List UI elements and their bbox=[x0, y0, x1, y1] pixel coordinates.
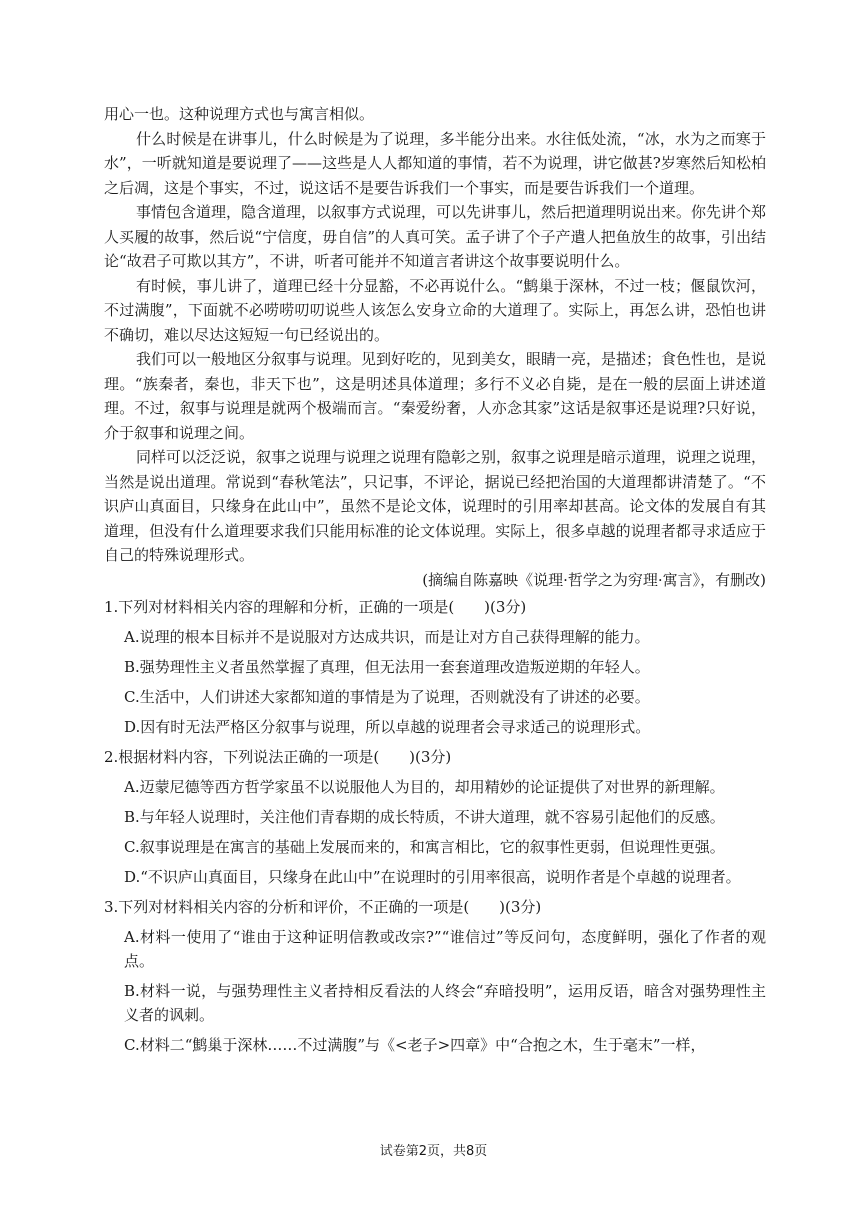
question-1 bbox=[104, 595, 766, 739]
option-c: C.叙事说理是在寓言的基础上发展而来的，和寓言相比，它的叙事性更弱，但说理性更强。 bbox=[124, 838, 725, 856]
passage-paragraph-5: 我们可以一般地区分叙事与说理。见到好吃的，见到美女，眼睛一亮，是描述；食色性也，是说理。“族秦者，秦也，非天下也”，这是明述具体道理；多行不义必自毙，是在一般的层面上讲述道理。不过，叙事与说理是就两个极端而言。“秦爱纷奢，人亦念其家”这话是叙事还是说理?只好说，介于叙事和说理之间。 bbox=[104, 350, 767, 442]
passage-paragraph-3: 事情包含道理，隐含道理，以叙事方式说理，可以先讲事儿，然后把道理明说出来。你先讲个郑人买履的故事，然后说“宁信度，毋自信”的人真可笑。孟子讲了个子产遣人把鱼放生的故事，引出结论“故君子可欺以其方”，不讲，听者可能并不知道言者讲这个故事要说明什么。 bbox=[104, 203, 767, 270]
option-a: A.迈蒙尼德等西方哲学家虽不以说服他人为目的，却用精妙的论证提供了对世界的新理解。 bbox=[124, 778, 725, 796]
option-b: B.与年轻人说理时，关注他们青春期的成长特质，不讲大道理，就不容易引起他们的反感。 bbox=[124, 808, 725, 826]
option-a: A.材料一使用了“谁由于这种证明信教或改宗?”“谁信过”等反问句，态度鲜明，强化了作者的观点。 bbox=[124, 928, 766, 970]
option-d: D.因有时无法严格区分叙事与说理，所以卓越的说理者会寻求适己的说理形式。 bbox=[124, 718, 651, 736]
question-stem: 2.根据材料内容，下列说法正确的一项是( )(3分) bbox=[104, 748, 452, 766]
option-c: C.生活中，人们讲述大家都知道的事情是为了说理，否则就没有了讲述的必要。 bbox=[124, 688, 650, 706]
passage-paragraph-1: 用心一也。这种说理方式也与寓言相似。 bbox=[104, 105, 375, 123]
passage-paragraph-4: 有时候，事儿讲了，道理已经十分显豁，不必再说什么。“鹪巢于深林，不过一枝；偃鼠饮河，不过满腹”，下面就不必唠唠叨叨说些人该怎么安身立命的大道理了。实际上，再怎么讲，恐怕也讲不确切，难以尽达这短短一句已经说出的。 bbox=[104, 276, 766, 344]
passage-paragraph-2: 什么时候是在讲事儿，什么时候是为了说理，多半能分出来。水往低处流，“冰，水为之而寒于水”，一听就知道是要说理了——这些是人人都知道的事情，若不为说理，讲它做甚?岁寒然后知松柏之后凋，这是个事实，不过，说这话不是要告诉我们一个事实，而是要告诉我们一个道理。 bbox=[104, 129, 766, 197]
question-stem: 3.下列对材料相关内容的分析和评价，不正确的一项是( )(3分) bbox=[104, 898, 542, 916]
passage-source: (摘编自陈嘉映《说理·哲学之为穷理·寓言》，有删改) bbox=[422, 570, 766, 589]
option-d: D.“不识庐山真面目，只缘身在此山中”在说理时的引用率很高，说明作者是个卓越的说理者。 bbox=[124, 868, 741, 886]
passage-paragraph-6: 同样可以泛泛说，叙事之说理与说理之说理有隐彰之别，叙事之说理是暗示道理，说理之说理，当然是说出道理。常说到“春秋笔法”，只记事，不评论，据说已经把治国的大道理都讲清楚了。“不识庐山真面目，只缘身在此山中”，虽然不是论文体，说理时的引用率却甚高。论文体的发展自有其道理，但没有什么道理要求我们只能用标准的论文体说理。实际上，很多卓越的说理者都寻求适应于自己的特殊说理形式。 bbox=[104, 448, 767, 564]
question-3 bbox=[104, 895, 766, 1057]
reading-passage bbox=[104, 102, 766, 592]
page-content bbox=[104, 102, 766, 1063]
question-stem: 1.下列对材料相关内容的理解和分析，正确的一项是( )(3分) bbox=[104, 598, 527, 616]
option-c: C.材料二“鹪巢于深林……不过满腹”与《<老子>四章》中“合抱之木，生于毫末”一样， bbox=[124, 1036, 706, 1054]
option-a: A.说理的根本目标并不是说服对方达成共识，而是让对方自己获得理解的能力。 bbox=[124, 628, 650, 646]
option-b: B.强势理性主义者虽然掌握了真理，但无法用一套套道理改造叛逆期的年轻人。 bbox=[124, 658, 650, 676]
question-2 bbox=[104, 745, 766, 889]
page-footer: 试卷第2页，共8页 bbox=[379, 1144, 488, 1159]
option-b: B.材料一说，与强势理性主义者持相反看法的人终会“弃暗投明”，运用反语，暗含对强势理性主义者的讽刺。 bbox=[124, 982, 766, 1024]
